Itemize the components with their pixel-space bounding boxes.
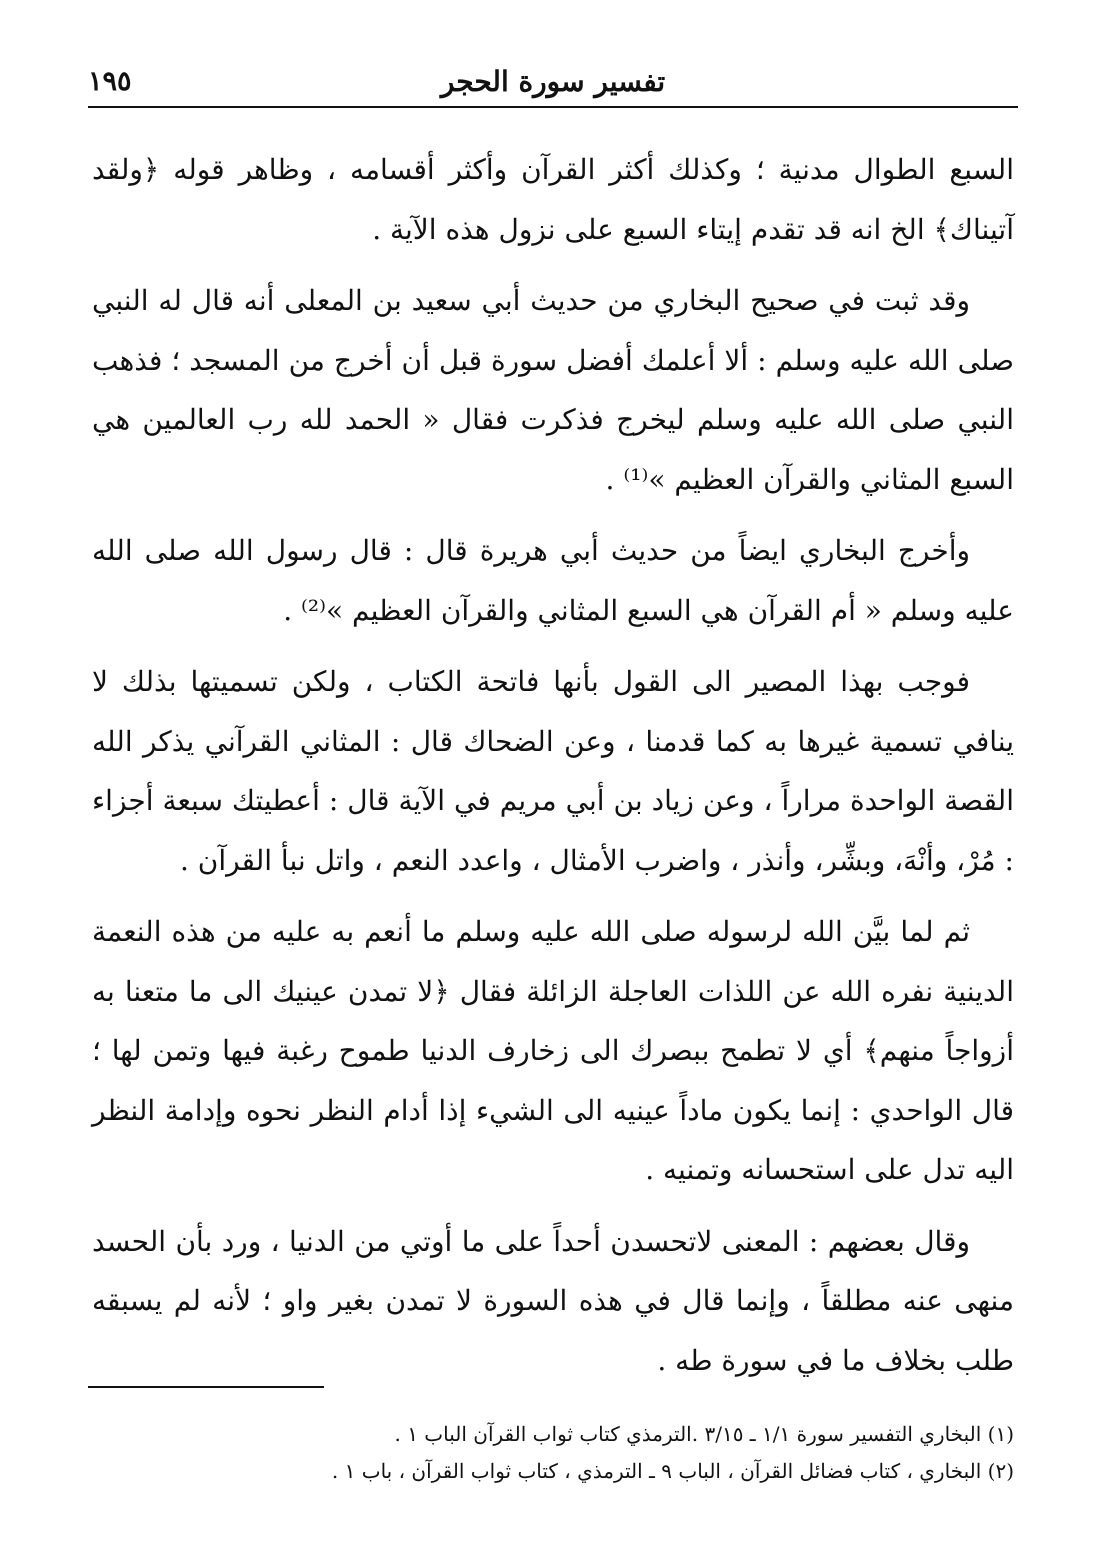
footnote-divider xyxy=(88,1386,324,1388)
header-divider xyxy=(88,106,1018,108)
paragraph-5: ثم لما بيَّن الله لرسوله صلى الله عليه وسلم ما أنعم به عليه من هذه النعمة الدينية نفره الله عن اللذات العاجلة الزائلة فقال ﴿لا تمدن عينيك الى ما متعنا به أزواجاً منهم﴾ أي لا تطمح ببصرك الى زخارف الدنيا طموح رغبة فيها وتمن لها ؛ قال الواحدي : إنما يكون ماداً عينيه الى الشيء إذا أدام النظر نحوه وإدامة النظر اليه تدل على استحسانه وتمنيه . xyxy=(92,915,1014,1186)
page-number: ١٩٥ xyxy=(88,66,132,97)
page-header xyxy=(88,62,1018,106)
paragraph-2: وقد ثبت في صحيح البخاري من حديث أبي سعيد بن المعلى أنه قال له النبي صلى الله عليه وسلم : ألا أعلمك أفضل سورة قبل أن أخرج من المسجد ؛ فذهب النبي صلى الله عليه وسلم ليخرج فذكرت فقال « الحمد لله رب العالمين هي السبع المثاني والقرآن العظيم »⁽¹⁾ . xyxy=(92,284,1014,496)
body-text xyxy=(92,140,1014,1402)
paragraph-3: وأخرج البخاري ايضاً من حديث أبي هريرة قال : قال رسول الله صلى الله عليه وسلم « أم القرآن هي السبع المثاني والقرآن العظيم »⁽²⁾ . xyxy=(92,534,1014,627)
paragraph-1: السبع الطوال مدنية ؛ وكذلك أكثر القرآن وأكثر أقسامه ، وظاهر قوله ﴿ولقد آتيناك﴾ الخ انه قد تقدم إيتاء السبع على نزول هذه الآية . xyxy=(92,153,1014,246)
footnote-1: (١) البخاري التفسير سورة ١/١ ـ ٣/١٥ .الترمذي كتاب ثواب القرآن الباب ١ . xyxy=(394,1422,1014,1446)
footnotes xyxy=(92,1416,1014,1490)
running-title: تفسير سورة الحجر xyxy=(440,65,666,98)
paragraph-6: وقال بعضهم : المعنى لاتحسدن أحداً على ما أوتي من الدنيا ، ورد بأن الحسد منهى عنه مطلقاً ، وإنما قال في هذه السورة لا تمدن بغير واو ؛ لأنه لم يسبقه طلب بخلاف ما في سورة طه . xyxy=(92,1224,1014,1377)
paragraph-4: فوجب بهذا المصير الى القول بأنها فاتحة الكتاب ، ولكن تسميتها بذلك لا ينافي تسمية غيرها به كما قدمنا ، وعن الضحاك قال : المثاني القرآني يذكر الله القصة الواحدة مراراً ، وعن زياد بن أبي مريم في الآية قال : أعطيتك سبعة أجزاء : مُرْ، وأنْهَ، وبشِّر، وأنذر ، واضرب الأمثال ، واعدد النعم ، واتل نبأ القرآن . xyxy=(92,665,1014,877)
footnote-2: (٢) البخاري ، كتاب فضائل القرآن ، الباب ٩ ـ الترمذي ، كتاب ثواب القرآن ، باب ١ . xyxy=(331,1459,1014,1483)
